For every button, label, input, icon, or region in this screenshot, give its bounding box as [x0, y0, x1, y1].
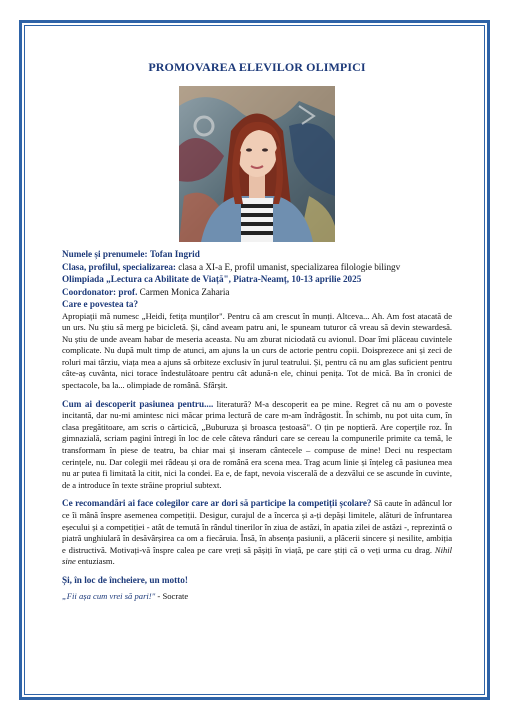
section-3-last: entuziasm. [75, 556, 115, 567]
motto-author: - Socrate [155, 591, 189, 602]
coordinator-value: Carmen Monica Zaharia [139, 286, 230, 297]
name-value: Tofan Ingrid [149, 249, 200, 259]
student-portrait-icon [179, 86, 335, 242]
section-3-paragraph [62, 497, 452, 568]
page-title: PROMOVAREA ELEVILOR OLIMPICI [148, 60, 366, 74]
section-1-question: Care e povestea ta? [62, 299, 139, 309]
student-portrait-photo [179, 86, 335, 242]
motto-row [62, 586, 452, 604]
section-1-text: Apropiații mă numesc „Heidi, fetița munților". Pentru că am crescut în munți. Altceva... Ah. Am fost atacată de un urs. Nu știu să merg pe bicicletă. Și, când aveam patru ani, le spuneam tuturor că vreau să devin stewardesă. Nu știu de unde aveam habar de meseria aceasta. Nu am zburat niciodată cu avionul. Doar îmi plăceau cuvintele complicate. Nu după mult timp de atunci, am ajuns la un curs de actorie pentru copii. Doisprezece ani și zeci de roluri mai târziu, viața mea a ajuns să orbiteze exclusiv în jurul teatrului. Și, pentru că nu am glas suficient pentru câte-aș cuvânta, nici torace îndestulătoare pentru cât adună-n ele, chinui penița. Tot de mică. Ba în cronici de spectacole, ba la... olimpiade de română. Sfârșit. [62, 310, 452, 391]
olympiad-row: Olimpiada „Lectura ca Abilitate de Viață", Piatra-Neamț, 10-13 aprilie 2025 [62, 274, 362, 284]
class-row [62, 261, 452, 274]
name-label: Numele și prenumele: [62, 249, 148, 259]
section-3-question: Ce recomandări ai face colegilor care ar dori să participe la competiții școlare? [62, 498, 372, 509]
section-2-question: Cum ai descoperit pasiunea pentru.... [62, 398, 214, 409]
motto-quote: „Fii așa cum vrei să pari!" [62, 591, 156, 602]
class-value: clasa a XI-a E, profil umanist, specializarea filologie bilingv [178, 261, 401, 272]
class-label: Clasa, profilul, specializarea: [62, 261, 176, 272]
coordinator-row [62, 286, 452, 299]
coordinator-label: Coordonator: prof. [62, 286, 138, 297]
section-4-question: Și, în loc de încheiere, un motto! [62, 574, 188, 585]
section-3-italic: Nihil sine [62, 544, 452, 567]
name-row [62, 248, 452, 261]
article-content [62, 60, 452, 604]
student-info [62, 248, 452, 298]
section-2-text: literatură? M-a descoperit ea pe mine. Regret că nu am o poveste incitantă, dar nu-mi amintesc nici măcar prima lectură de care m-am îndrăgostit. În schimb, nu pot uita cum, în clasa pregătitoare, am scris o cărticică, „Buburuza și broasca țestoasă". O țin pe noptieră. Are coperțile roz. În gimnazială, scriam pagini întregi în loc de cele câteva rânduri care se cereau la compunerile primite ca temă, le transformam în piese de teatru, ba chiar mai și inseram cântecele – compuse de mine! Deci nu respectam cerințele, nu. Dar colegii mei râdeau și ora de română era scena mea. Trag acum linie și înțeleg că pasiunea mea nu ar putea fi limitată la citit, nici la condei. Ea e, de fapt, nevoia viscerală de a dezvălui ce se ascunde în cuvinte, de a introduce în texte străine propriul subtext. [62, 398, 452, 490]
section-2-paragraph [62, 398, 452, 492]
section-3-text: Să caute în adâncul lor ce îi mână înspre asemenea competiții. Desigur, curajul de a încerca și a-ți depăși limitele, alături de înfruntarea eșecului și a competiției - atât de temută în rândul tinerilor în ziua de astăzi, în apatia zilei de astăzi -, reprezintă o piatră unghiulară în desăvârșirea ca om a fiecăruia. Însă, în absența pasiunii, a plăcerii sincere și nesilite, ambiția e distructivă. Motivați-vă înspre calea pe care vreți să pășiți în viață, pe care știți că o veți urma cu drag. [62, 498, 452, 555]
